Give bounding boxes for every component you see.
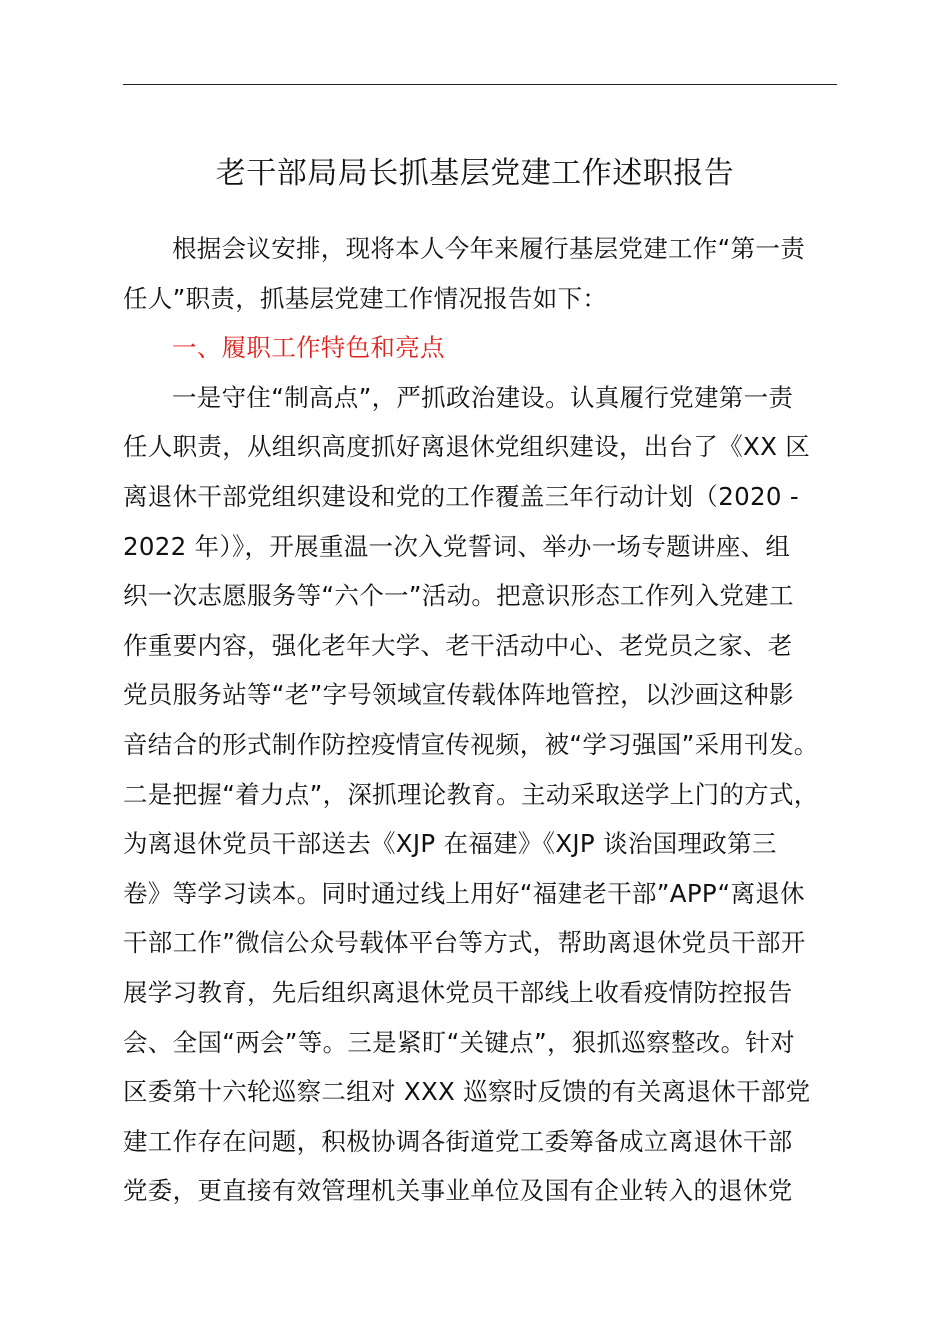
body-line: 卷》等学习读本。同时通过线上用好“福建老干部”APP“离退休: [123, 878, 805, 908]
body-line: 离退休干部党组织建设和党的工作覆盖三年行动计划（2020 -: [123, 481, 799, 511]
body-line: 为离退休党员干部送去《XJP 在福建》《XJP 谈治国理政第三: [123, 829, 777, 859]
intro-line-1: 根据会议安排，现将本人今年来履行基层党建工作“第一责: [172, 234, 805, 263]
body-line: 党员服务站等“老”字号领域宣传载体阵地管控，以沙画这种影: [123, 680, 794, 710]
body-line: 党委，更直接有效管理机关事业单位及国有企业转入的退休党: [123, 1176, 793, 1206]
body-line: 干部工作”微信公众号载体平台等方式，帮助离退休党员干部开: [123, 928, 806, 958]
body-line: 二是把握“着力点”，深抓理论教育。主动采取送学上门的方式，: [123, 779, 819, 809]
body-line: 展学习教育，先后组织离退休党员干部线上收看疫情防控报告: [123, 977, 793, 1007]
document-body: [123, 224, 843, 1216]
body-line: 一是守住“制高点”，严抓政治建设。认真履行党建第一责: [172, 382, 794, 412]
body-line: 区委第十六轮巡察二组对 XXX 巡察时反馈的有关离退休干部党: [123, 1077, 811, 1107]
body-line: 任人职责，从组织高度抓好离退休党组织建设，出台了《XX 区: [123, 432, 811, 462]
body-line: 织一次志愿服务等“六个一”活动。把意识形态工作列入党建工: [123, 581, 794, 611]
body-line: 建工作存在问题，积极协调各街道党工委筹备成立离退休干部: [123, 1126, 793, 1156]
intro-line-2: 任人”职责，抓基层党建工作情况报告如下：: [123, 283, 608, 313]
body-line: 会、全国“两会”等。三是紧盯“关键点”，狠抓巡察整改。针对: [123, 1027, 795, 1057]
header-rule: [123, 84, 837, 85]
body-line: 2022 年）》，开展重温一次入党誓词、举办一场专题讲座、组: [123, 531, 791, 561]
section-heading: 一、履职工作特色和亮点: [172, 333, 445, 363]
document-title: 老干部局局长抓基层党建工作述职报告: [215, 156, 735, 191]
body-line: 作重要内容，强化老年大学、老干活动中心、老党员之家、老: [123, 630, 793, 660]
body-line: 音结合的形式制作防控疫情宣传视频，被“学习强国”采用刊发。: [123, 729, 819, 759]
